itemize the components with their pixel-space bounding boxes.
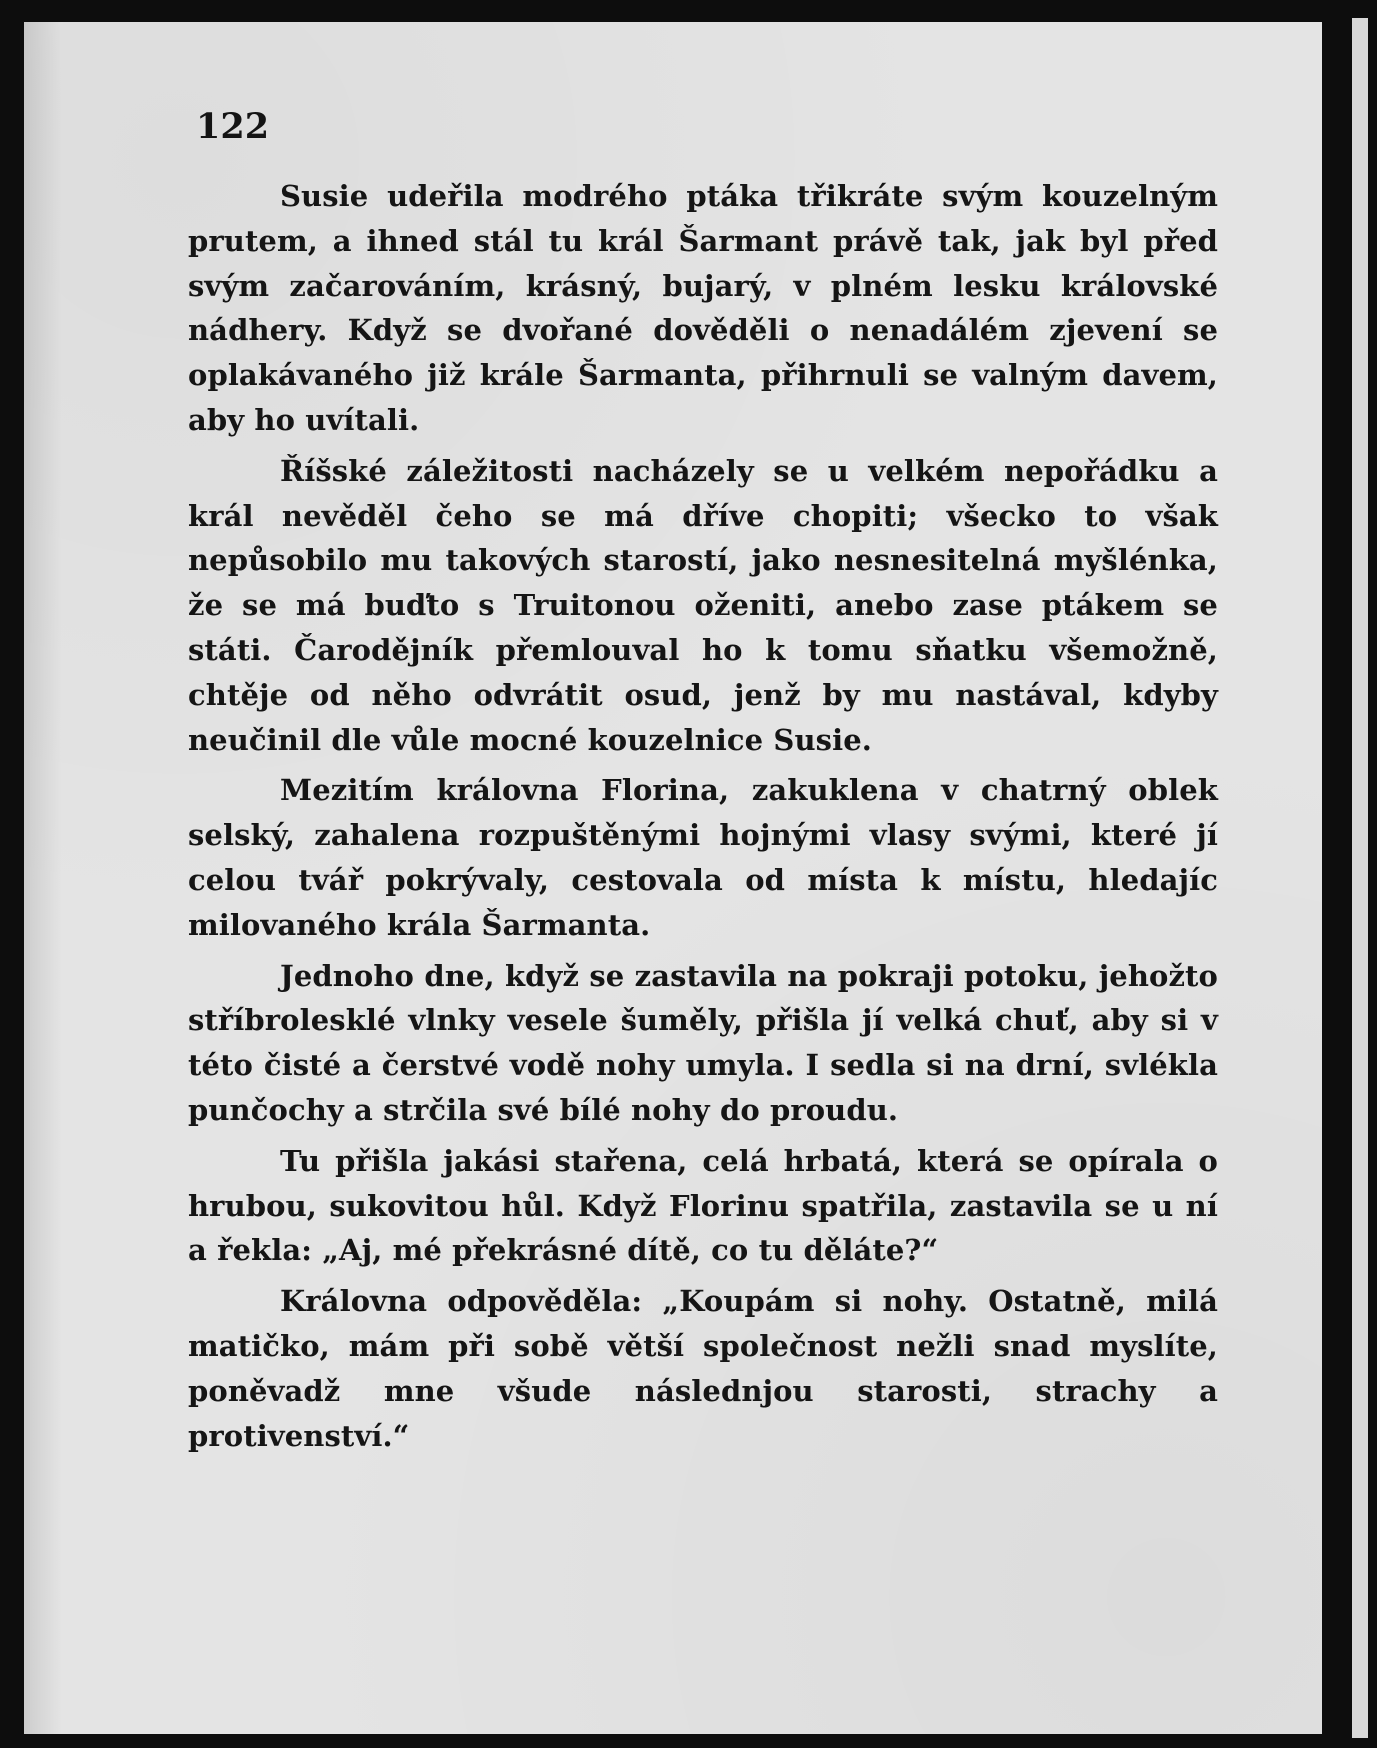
adjacent-page-edge bbox=[1352, 18, 1368, 1738]
paragraph: Tu přišla jakási stařena, celá hrbatá, která se opírala o hrubou, sukovitou hůl. Když Florinu spatřila, zastavila se u ní a řekla: „Aj, mé překrásné dítě, co tu děláte?“ bbox=[188, 1143, 1218, 1268]
paragraph: Jednoho dne, když se zastavila na pokraji potoku, jehožto stříbrolesklé vlnky vesele šuměly, přišla jí velká chuť, aby si v této čisté a čerstvé vodě nohy umyla. I sedla si na drní, svlékla punčochy a strčila své bílé nohy do proudu. bbox=[188, 958, 1218, 1127]
book-page bbox=[24, 22, 1322, 1734]
page-number: 122 bbox=[196, 106, 270, 147]
body-text bbox=[188, 174, 1218, 1464]
paragraph: Královna odpověděla: „Koupám si nohy. Ostatně, milá matičko, mám při sobě větší společnost nežli snad myslíte, poněvadž mne všude následnjou starosti, strachy a protivenství.“ bbox=[188, 1284, 1218, 1453]
paragraph: Mezitím královna Florina, zakuklena v chatrný oblek selský, zahalena rozpuštěnými hojnými vlasy svými, které jí celou tvář pokrývaly, cestovala od místa k místu, hledajíc milovaného krála Šarmanta. bbox=[188, 773, 1218, 942]
paragraph: Říšské záležitosti nacházely se u velkém nepořádku a král nevěděl čeho se má dříve chopiti; všecko to však nepůsobilo mu takových starostí, jako nesnesitelná myšlénka, že se má buďto s Truitonou oženiti, anebo zase ptákem se státi. Čarodějník přemlouval ho k tomu sňatku všemožně, chtěje od něho odvrátit osud, jenž by mu nastával, kdyby neučinil dle vůle mocné kouzelnice Susie. bbox=[188, 453, 1218, 757]
paragraph: Susie udeřila modrého ptáka třikráte svým kouzelným prutem, a ihned stál tu král Šarmant právě tak, jak byl před svým začarováním, krásný, bujarý, v plném lesku královské nádhery. Když se dvořané dověděli o nenadálém zjevení se oplakávaného již krále Šarmanta, přihrnuli se valným davem, aby ho uvítali. bbox=[188, 179, 1218, 437]
